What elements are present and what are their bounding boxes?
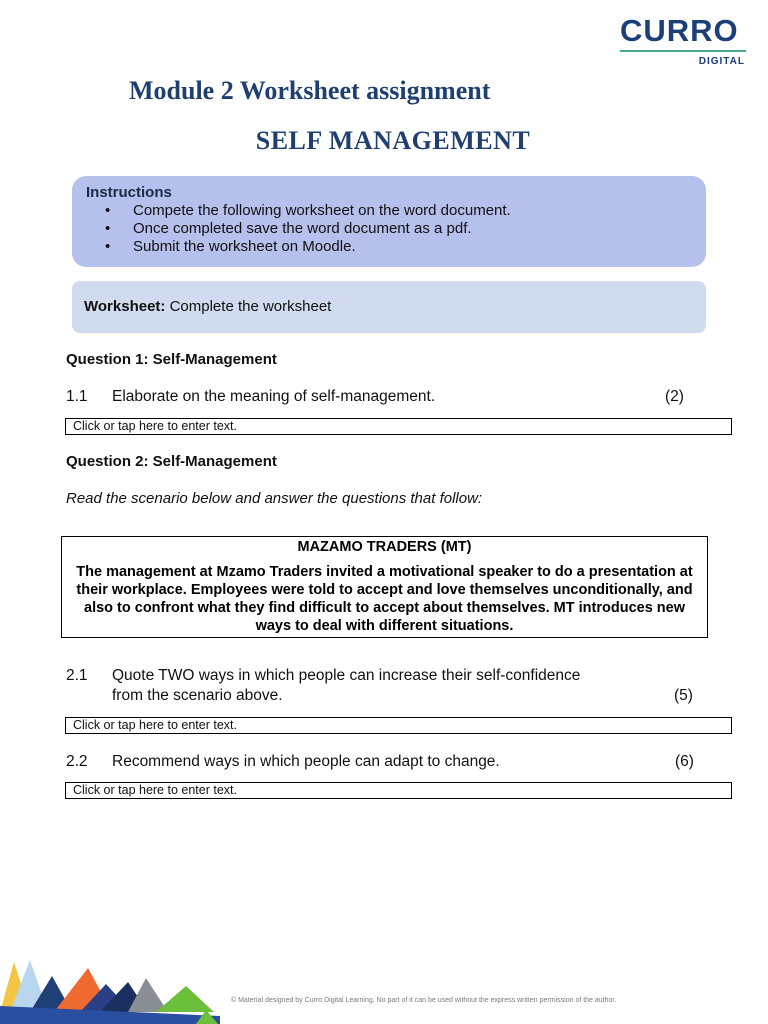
worksheet-description: Complete the worksheet: [165, 298, 332, 315]
question-number: 2.1: [66, 667, 88, 684]
scenario-box: [61, 536, 708, 638]
page-subtitle: SELF MANAGEMENT: [255, 126, 531, 155]
instruction-item: • Submit the worksheet on Moodle.: [105, 238, 511, 256]
footer-triangles-graphic: [0, 954, 768, 1024]
scenario-intro: Read the scenario below and answer the questions that follow:: [66, 490, 483, 507]
green-triangle: [156, 986, 214, 1012]
worksheet-box: [72, 281, 706, 333]
answer-field-2-2[interactable]: Click or tap here to enter text.: [65, 782, 732, 799]
question-text-line1: Quote TWO ways in which people can increase their self-confidence: [112, 667, 581, 684]
question-text: Elaborate on the meaning of self-management.: [112, 388, 436, 405]
question-text-line2: from the scenario above.: [112, 687, 283, 704]
question-number: 2.2: [66, 753, 88, 770]
question-marks: (6): [675, 753, 694, 770]
worksheet-text: [84, 298, 331, 315]
worksheet-label: Worksheet:: [84, 298, 166, 315]
question1-heading: Question 1: Self-Management: [66, 351, 277, 368]
answer-field-1-1[interactable]: Click or tap here to enter text.: [65, 418, 732, 435]
answer-field-2-1[interactable]: Click or tap here to enter text.: [65, 717, 732, 734]
question2-heading: Question 2: Self-Management: [66, 453, 277, 470]
instruction-item: • Compete the following worksheet on the word document.: [105, 202, 511, 220]
instructions-box: [72, 176, 706, 267]
copyright-note: © Material designed by Curro Digital Learning. No part of it can be used without the express written permission of the author.: [231, 997, 617, 1004]
logo-underline: [620, 50, 746, 52]
page-title: Module 2 Worksheet assignment: [129, 76, 491, 105]
question-marks: (2): [665, 388, 684, 405]
logo-subtext: DIGITAL: [698, 56, 745, 67]
instruction-item: • Once completed save the word document as a pdf.: [105, 220, 511, 238]
instructions-heading: Instructions: [86, 184, 172, 201]
curro-digital-logo: [620, 14, 748, 67]
instructions-list: [105, 202, 511, 256]
question-text: Recommend ways in which people can adapt to change.: [112, 753, 500, 770]
scenario-title: MAZAMO TRADERS (MT): [297, 539, 472, 555]
question-number: 1.1: [66, 388, 88, 405]
question-marks: (5): [674, 687, 693, 704]
logo-wordmark: CURRO: [620, 13, 739, 48]
scenario-body: The management at Mzamo Traders invited a motivational speaker to do a presentation at their workplace. Employees were told to accept and love themselves unconditionally, and also to confront what they find difficult to accept about themselves. MT introduces new ways to deal with different situations.: [76, 564, 693, 634]
